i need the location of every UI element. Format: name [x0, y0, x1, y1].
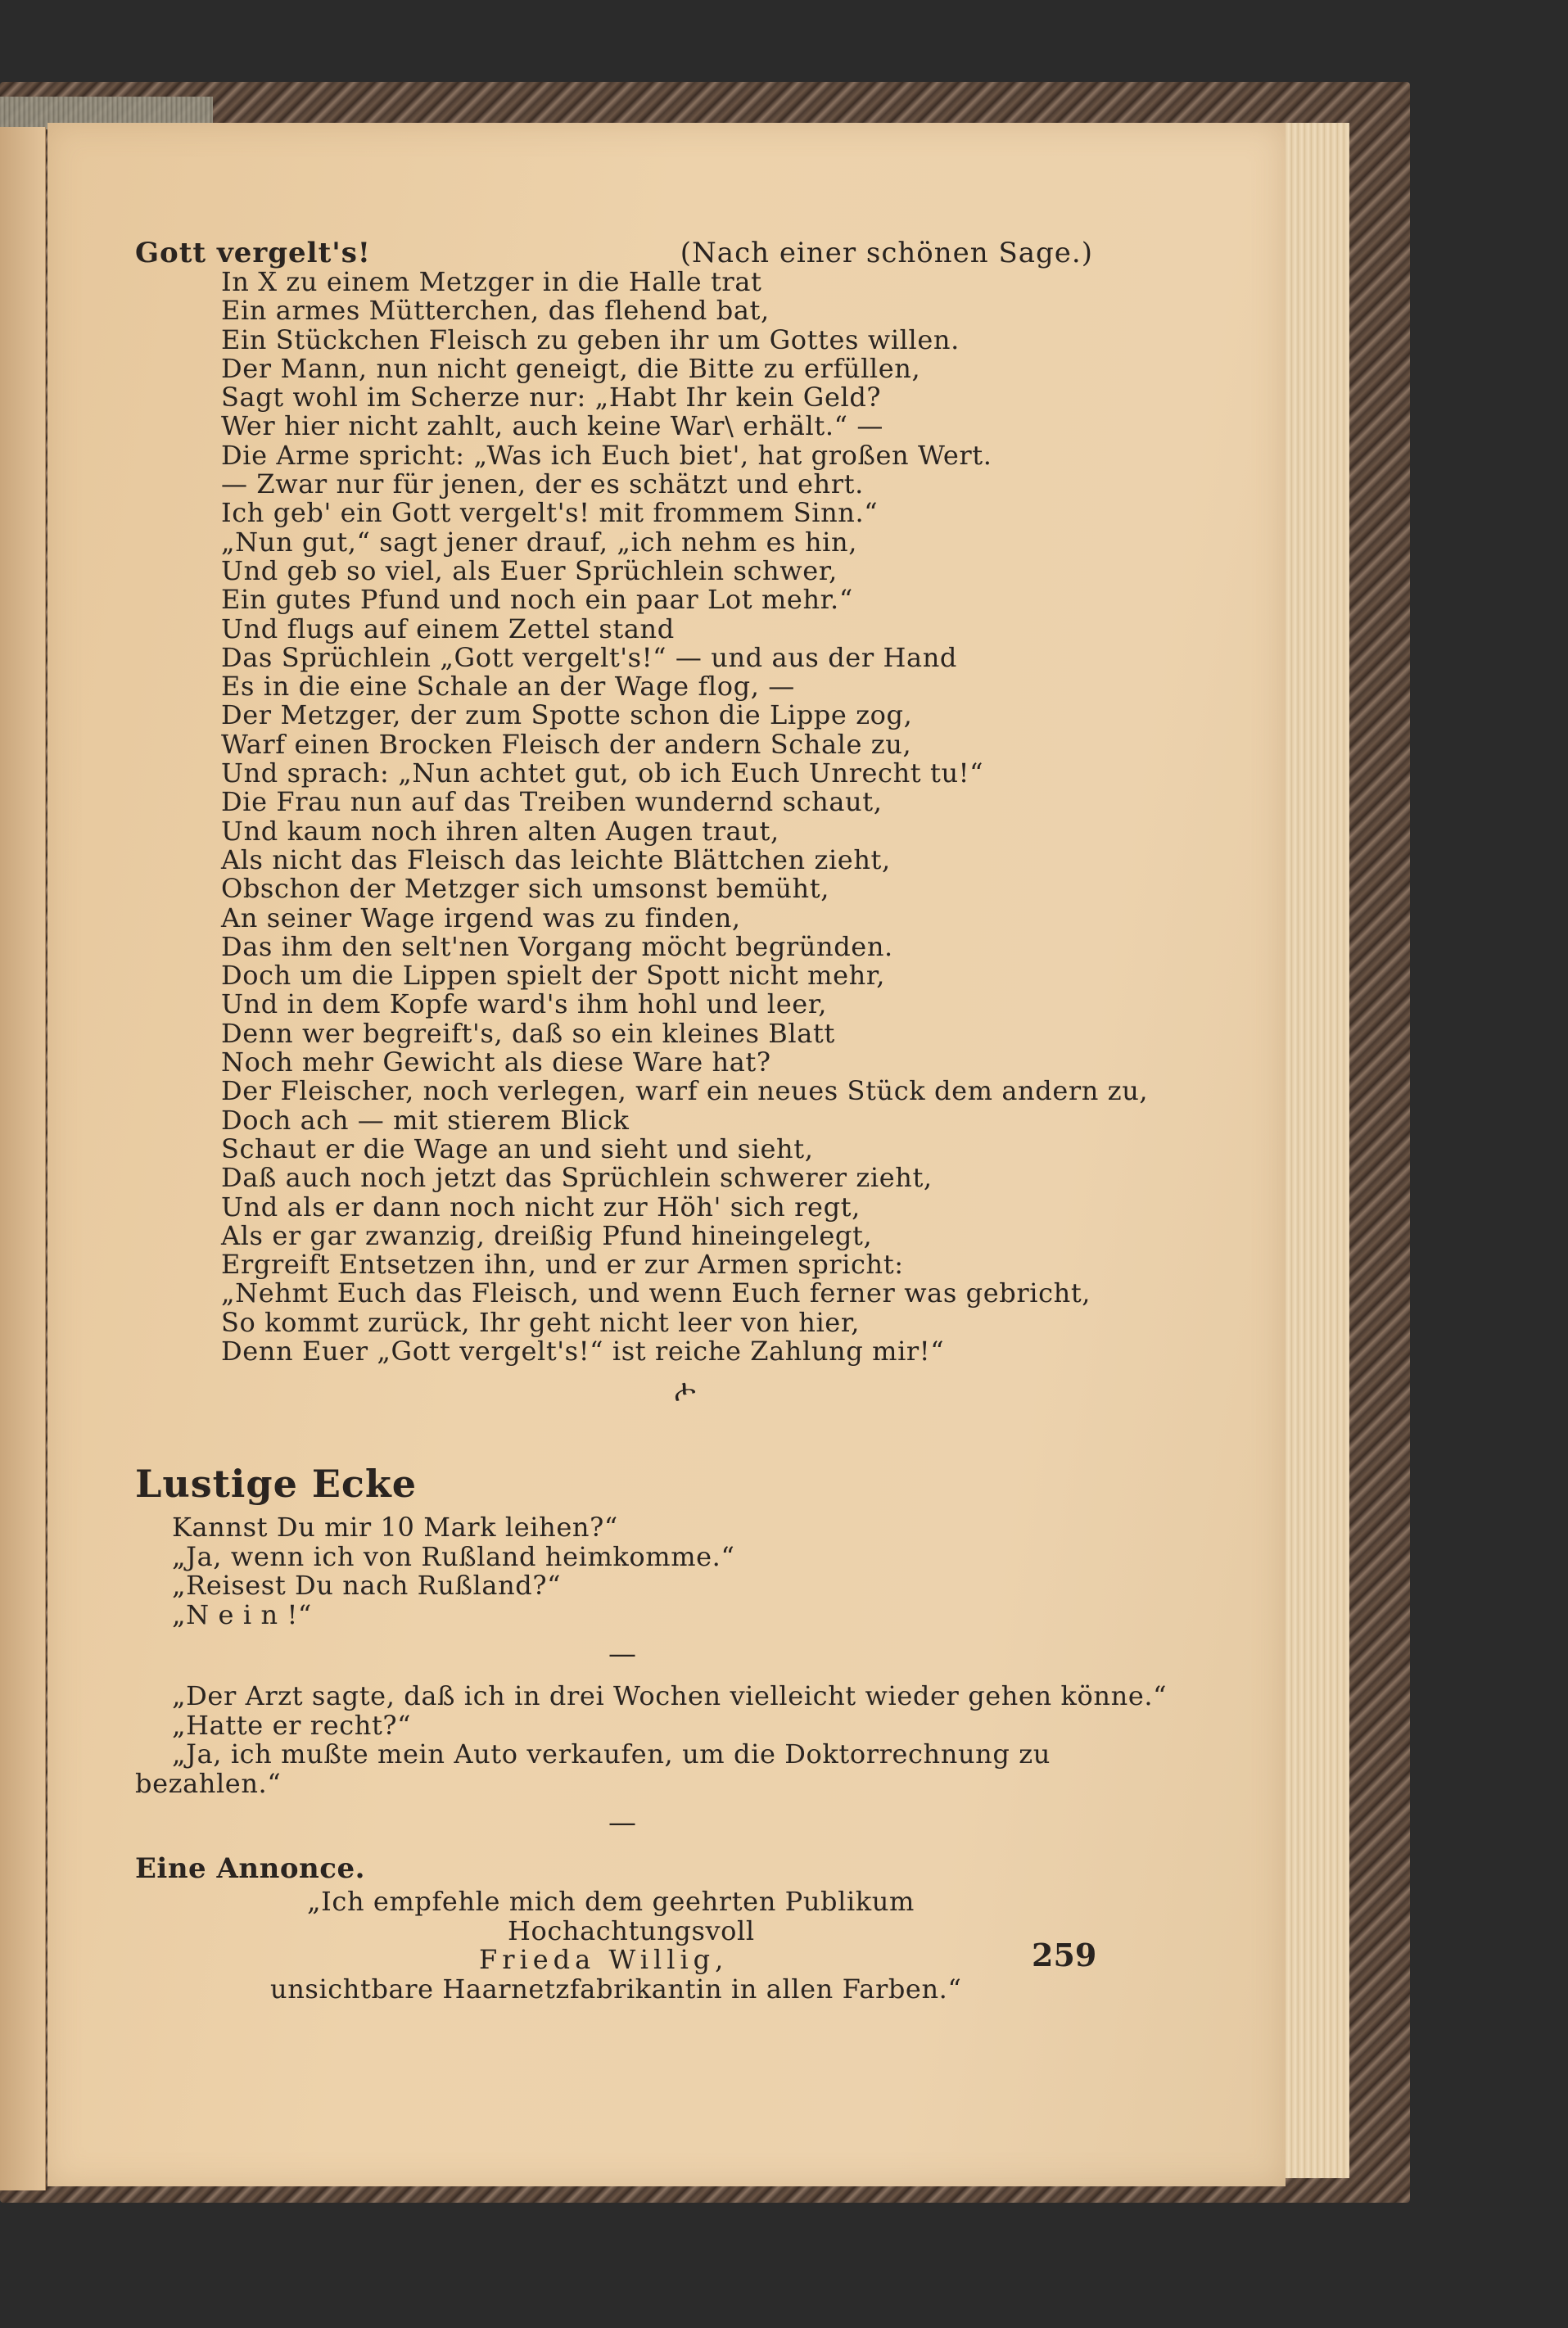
- annonce-body: [135, 1887, 1093, 2004]
- joke-line: „N e i n !“: [172, 1598, 312, 1630]
- poem-line: In X zu einem Metzger in die Halle trat: [221, 266, 762, 297]
- annonce-line: unsichtbare Haarnetzfabrikantin in allen Farben.“: [270, 1973, 962, 2005]
- joke-one: [135, 1513, 1093, 1630]
- poem-line: Doch um die Lippen spielt der Spott nicht mehr,: [221, 960, 885, 992]
- poem-line: Ein Stückchen Fleisch zu geben ihr um Gottes willen.: [221, 323, 960, 355]
- poem-line: Der Fleischer, noch verlegen, warf ein neues Stück dem andern zu,: [221, 1075, 1149, 1107]
- poem-line: Und kaum noch ihren alten Augen traut,: [221, 815, 779, 847]
- poem-line: Und geb so viel, als Euer Sprüchlein schwer,: [221, 554, 838, 586]
- poem-line: Der Mann, nun nicht geneigt, die Bitte zu erfüllen,: [221, 352, 921, 384]
- poem-line: Und als er dann noch nicht zur Höh' sich regt,: [221, 1191, 861, 1223]
- separator-dash: —: [608, 1638, 636, 1671]
- joke-line: „Reisest Du nach Rußland?“: [172, 1570, 562, 1602]
- poem-line: „Nehmt Euch das Fleisch, und wenn Euch ferner was gebricht,: [221, 1277, 1091, 1309]
- poem-line: Schaut er die Wage an und sieht und sieht,: [221, 1132, 814, 1164]
- poem-line: — Zwar nur für jenen, der es schätzt und ehrt.: [221, 468, 864, 500]
- poem-header: [135, 239, 1093, 268]
- joke-line: Kannst Du mir 10 Mark leihen?“: [172, 1512, 618, 1544]
- poem-line: Sagt wohl im Scherze nur: „Habt Ihr kein Geld?: [221, 382, 882, 414]
- section-title: Lustige Ecke: [135, 1462, 418, 1507]
- annonce-line: Hochachtungsvoll: [508, 1914, 755, 1946]
- joke-line: „Ja, ich mußte mein Auto verkaufen, um die Doktorrechnung zu: [172, 1738, 1051, 1770]
- poem-line: Es in die eine Schale an der Wage flog, —: [221, 671, 795, 703]
- poem-line: Ich geb' ein Gott vergelt's! mit frommem Sinn.“: [221, 497, 879, 529]
- poem-line: Der Metzger, der zum Spotte schon die Lippe zog,: [221, 699, 913, 731]
- poem-line: Obschon der Metzger sich umsonst bemüht,: [221, 873, 829, 905]
- poem-line: Warf einen Brocken Fleisch der andern Schale zu,: [221, 728, 912, 760]
- poem-line: Noch mehr Gewicht als diese Ware hat?: [221, 1046, 771, 1078]
- poem-line: Die Frau nun auf das Treiben wundernd schaut,: [221, 786, 883, 818]
- joke-line: „Der Arzt sagte, daß ich in drei Wochen vielleicht wieder gehen könne.“: [172, 1680, 1168, 1712]
- poem-line: An seiner Wage irgend was zu finden,: [221, 902, 741, 933]
- poem-line: So kommt zurück, Ihr geht nicht leer von hier,: [221, 1306, 860, 1338]
- page-stack-edge: [1286, 123, 1349, 2178]
- poem-line: Doch ach — mit stierem Blick: [221, 1104, 630, 1136]
- poem-line: Als nicht das Fleisch das leichte Blättchen zieht,: [221, 843, 891, 875]
- poem-line: Daß auch noch jetzt das Sprüchlein schwerer zieht,: [221, 1162, 933, 1194]
- poem-line: Und sprach: „Nun achtet gut, ob ich Euch Unrecht tu!“: [221, 757, 984, 789]
- poem-line: Das ihm den selt'nen Vorgang möcht begründen.: [221, 930, 893, 962]
- poem-line: Denn wer begreift's, daß so ein kleines Blatt: [221, 1017, 835, 1049]
- annonce-title: Eine Annonce.: [135, 1852, 365, 1886]
- poem-line: Ergreift Entsetzen ihn, und er zur Armen spricht:: [221, 1249, 904, 1281]
- poem-body: [135, 266, 1149, 1367]
- poem-line: Ein armes Mütterchen, das flehend bat,: [221, 295, 770, 327]
- joke-two: [135, 1680, 1168, 1799]
- poem-source: (Nach einer schönen Sage.): [680, 237, 1093, 269]
- poem-line: Und in dem Kopfe ward's ihm hohl und leer,: [221, 988, 827, 1020]
- poem-title: Gott vergelt's!: [135, 237, 371, 269]
- poem-line: Als er gar zwanzig, dreißig Pfund hineingelegt,: [221, 1219, 873, 1251]
- page-content: [135, 237, 1168, 2005]
- poem-line: Ein gutes Pfund und noch ein paar Lot mehr.“: [221, 584, 853, 616]
- poem-line: Das Sprüchlein „Gott vergelt's!“ — und aus der Hand: [221, 641, 957, 673]
- poem-line: Wer hier nicht zahlt, auch keine War\ erhält.“ —: [221, 410, 883, 442]
- annonce-line: „Ich empfehle mich dem geehrten Publikum: [307, 1886, 915, 1918]
- poem-line: Und flugs auf einem Zettel stand: [221, 613, 675, 644]
- ornament-glyph: ሖ: [670, 1372, 698, 1409]
- joke-line: „Ja, wenn ich von Rußland heimkomme.“: [172, 1540, 735, 1572]
- poem-line: Die Arme spricht: „Was ich Euch biet', hat großen Wert.: [221, 439, 992, 471]
- separator-dash-2: —: [608, 1806, 636, 1840]
- joke-line: bezahlen.“: [135, 1767, 282, 1799]
- joke-line: „Hatte er recht?“: [172, 1709, 412, 1741]
- left-page-edge: [0, 127, 46, 2190]
- poem-line: Denn Euer „Gott vergelt's!“ ist reiche Zahlung mir!“: [221, 1335, 945, 1367]
- poem-line: „Nun gut,“ sagt jener drauf, „ich nehm es hin,: [221, 526, 857, 558]
- page-number: 259: [1032, 1937, 1097, 1973]
- annonce-line: Frieda Willig,: [479, 1944, 729, 1976]
